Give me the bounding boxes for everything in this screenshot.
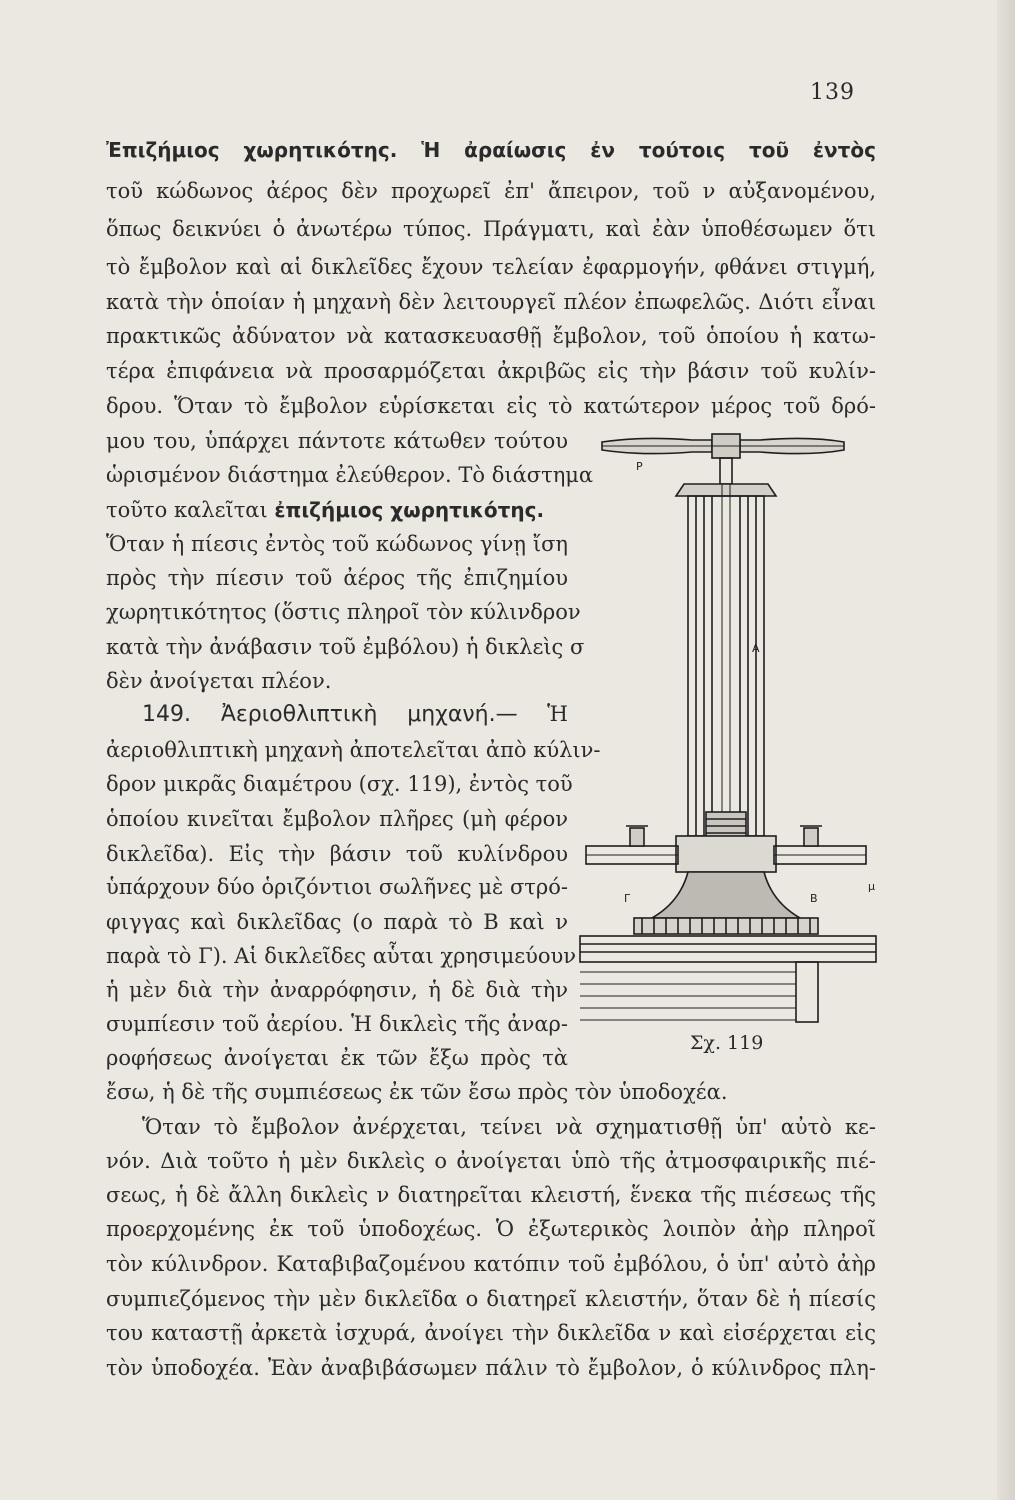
page-edge [997, 0, 1015, 1500]
page-number: 139 [810, 80, 855, 105]
label-mu: μ [868, 880, 875, 893]
text-line: του καταστῇ ἀρκετὰ ἰσχυρά, ἀνοίγει τὴν δικλεῖδα ν καὶ εἰσέρχεται εἰς [106, 1321, 876, 1345]
text-line: δὲν ἀνοίγεται πλέον. [106, 669, 332, 693]
text-line [106, 136, 876, 164]
cylinder-cap [676, 484, 776, 496]
text-line: πρακτικῶς ἀδύνατον νὰ κατασκευασθῇ ἔμβολον, τοῦ ὁποίου ἡ κατω- [106, 324, 876, 348]
text-line: χωρητικότητος (ὅστις πληροῖ τὸν κύλινδρον [106, 600, 581, 624]
section-heading: Ἐπιζήμιος χωρητικότης. Ἡ ἀραίωσις ἐν τούτοις τοῦ ἐντὸς [106, 138, 876, 162]
text-run: Ἡ [547, 702, 568, 726]
piston [706, 812, 746, 838]
text-line: νόν. Διὰ τοῦτο ἡ μὲν δικλεὶς ο ἀνοίγεται ὑπὸ τῆς ἀτμοσφαιρικῆς πιέ- [106, 1149, 876, 1173]
valve-block [676, 836, 776, 872]
text-run: τοῦτο καλεῖται [106, 498, 268, 522]
label-p: P [636, 460, 643, 473]
text-line: τοῦ κώδωνος ἀέρος δὲν προχωρεῖ ἐπ' ἄπειρον, τοῦ ν αὐξανομένου, [106, 179, 876, 203]
text-line: συμπιεζόμενος τὴν μὲν δικλεῖδα ο διατηρεῖ κλειστήν, ὅταν δὲ ἡ πίεσίς [106, 1287, 876, 1311]
text-line: τὸν κύλινδρον. Καταβιβαζομένου κατόπιν τοῦ ἐμβόλου, ὁ ὑπ' αὐτὸ ἀὴρ [106, 1252, 876, 1276]
text-line [106, 496, 568, 524]
stopcock-right [804, 828, 818, 846]
text-line: φιγγας καὶ δικλεῖδας (ο παρὰ τὸ Β καὶ ν [106, 910, 568, 934]
piston-rod-top [720, 458, 732, 484]
text-line: παρὰ τὸ Γ). Αἱ δικλεῖδες αὗται χρησιμεύουν [106, 944, 577, 968]
pedestal [652, 872, 800, 918]
text-line: ὑπάρχουν δύο ὁριζόντιοι σωλῆνες μὲ στρό- [106, 875, 568, 899]
table-top [580, 936, 876, 962]
text-line: κατὰ τὴν ὁποίαν ἡ μηχανὴ δὲν λειτουργεῖ πλέον ἐπωφελῶς. Διότι εἶναι [106, 290, 876, 314]
text-line: ἔσω, ἡ δὲ τῆς συμπιέσεως ἐκ τῶν ἔσω πρὸς τὸν ὑποδοχέα. [106, 1080, 728, 1104]
text-line: προερχομένης ἐκ τοῦ ὑποδοχέως. Ὁ ἐξωτερικὸς λοιπὸν ἀὴρ πληροῖ [106, 1217, 876, 1241]
table-leg [796, 962, 818, 1022]
text-line: πρὸς τὴν πίεσιν τοῦ ἀέρος τῆς ἐπιζημίου [106, 566, 568, 590]
text-line: τὸ ἔμβολον καὶ αἱ δικλεῖδες ἔχουν τελείαν ἐφαρμογήν, φθάνει στιγμή, [106, 255, 876, 279]
figure-119 [572, 424, 882, 1064]
cylinder-body [688, 496, 764, 836]
text-line: ροφήσεως ἀνοίγεται ἐκ τῶν ἔξω πρὸς τὰ [106, 1046, 568, 1070]
text-line: μου του, ὑπάρχει πάντοτε κάτωθεν τούτου [106, 429, 568, 453]
label-gamma: Γ [624, 892, 631, 905]
text-line: κατὰ τὴν ἀνάβασιν τοῦ ἐμβόλου) ἡ δικλεὶς σ [106, 635, 585, 659]
text-line: ἡ μὲν διὰ τὴν ἀναρρόφησιν, ἡ δὲ διὰ τὴν [106, 978, 568, 1002]
text-line: σεως, ἡ δὲ ἄλλη δικλεὶς ν διατηρεῖται κλειστή, ἕνεκα τῆς πιέσεως τῆς [106, 1183, 876, 1207]
text-line: δρου. Ὅταν τὸ ἔμβολον εὑρίσκεται εἰς τὸ κατώτερον μέρος τοῦ δρό- [106, 394, 876, 418]
label-b: B [810, 892, 818, 905]
text-line: Ὅταν ἡ πίεσις ἐντὸς τοῦ κώδωνος γίνῃ ἴση [106, 532, 568, 556]
label-a: A [752, 642, 760, 655]
figure-caption: Σχ. 119 [690, 1032, 764, 1054]
stopcock-left [630, 828, 644, 846]
text-line: ὁποίου κινεῖται ἔμβολον πλῆρες (μὴ φέρον [106, 807, 568, 831]
text-line: ὡρισμένον διάστημα ἐλεύθερον. Τὸ διάστημα [106, 463, 594, 487]
text-line: ἀεριοθλιπτικὴ μηχανὴ ἀποτελεῖται ἀπὸ κύλιν- [106, 738, 601, 762]
text-line: δικλεῖδα). Εἰς τὴν βάσιν τοῦ κυλίνδρου [106, 842, 568, 866]
emphasized-term: ἐπιζήμιος χωρητικότης. [274, 498, 545, 522]
text-line: ὅπως δεικνύει ὁ ἀνωτέρω τύπος. Πράγματι, καὶ ἐὰν ὑποθέσωμεν ὅτι [106, 217, 876, 241]
pump-illustration [572, 424, 882, 1034]
text-line [106, 700, 568, 729]
text-line: τέρα ἐπιφάνεια νὰ προσαρμόζεται ἀκριβῶς εἰς τὴν βάσιν τοῦ κυλίν- [106, 359, 876, 383]
text-line: τὸν ὑποδοχέα. Ἐὰν ἀναβιβάσωμεν πάλιν τὸ ἔμβολον, ὁ κύλινδρος πλη- [106, 1356, 876, 1380]
text-line: Ὅταν τὸ ἔμβολον ἀνέρχεται, τείνει νὰ σχηματισθῇ ὑπ' αὐτὸ κε- [142, 1115, 876, 1139]
text-line: δρον μικρᾶς διαμέτρου (σχ. 119), ἐντὸς τοῦ [106, 772, 573, 796]
text-line: συμπίεσιν τοῦ ἀερίου. Ἡ δικλεὶς τῆς ἀναρ- [106, 1012, 568, 1036]
section-title: 149. Ἀεριοθλιπτικὴ μηχανή.— [142, 702, 518, 727]
